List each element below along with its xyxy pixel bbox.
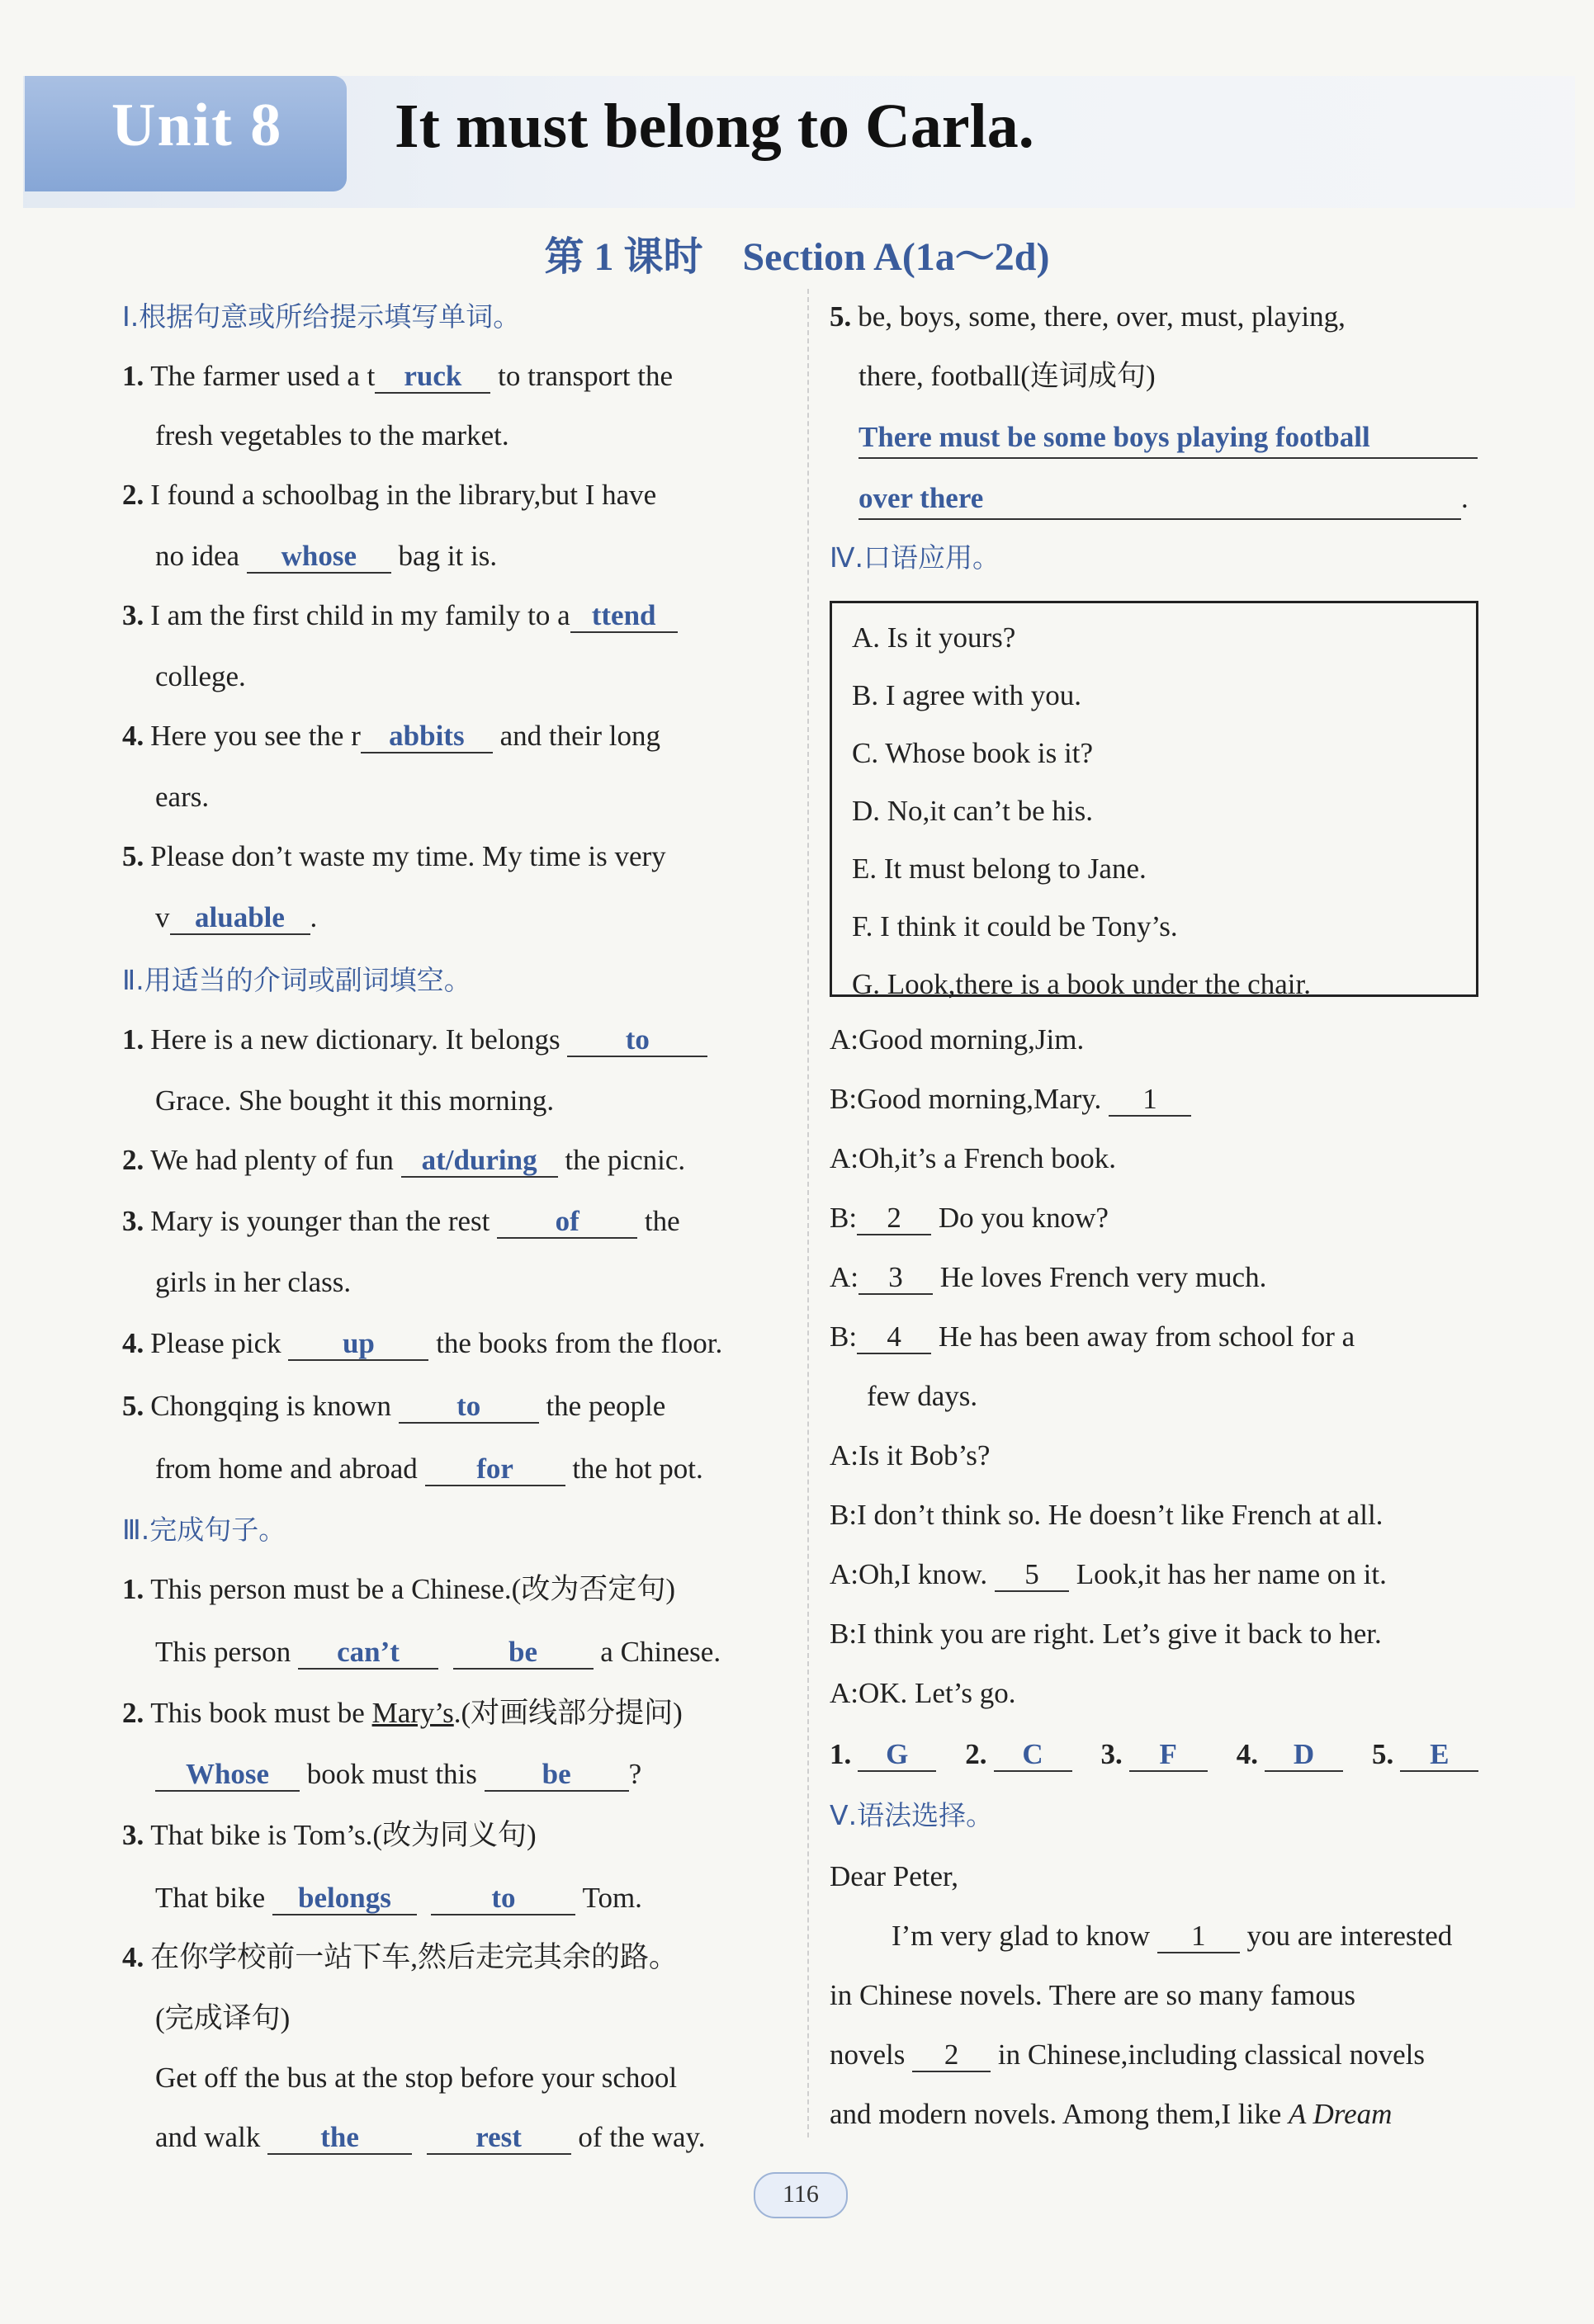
underlined-word: Mary’s xyxy=(371,1697,454,1729)
s3-q5-answer-1 xyxy=(858,418,1478,459)
answer-blank: rest xyxy=(427,2122,571,2155)
s2-q5 xyxy=(122,1386,665,1426)
s1-q2-cont xyxy=(155,536,497,576)
answer-number: 2. xyxy=(965,1738,987,1770)
s2-q4 xyxy=(122,1324,722,1363)
book-title: A Dream xyxy=(1289,2098,1393,2130)
answer-blank: the xyxy=(267,2122,412,2155)
question-text: and their long xyxy=(492,720,661,752)
question-text: Here you see the r xyxy=(150,720,361,752)
question-text: to transport the xyxy=(490,360,673,392)
question-number: 4. xyxy=(122,1941,144,1973)
question-text: and walk xyxy=(155,2121,268,2153)
answer-blank: whose xyxy=(247,541,391,574)
question-text: I found a schoolbag in the library,but I have xyxy=(150,479,657,511)
lesson-title: 第 1 课时 Section A(1a～2d) xyxy=(544,235,1050,279)
answer-blank: belongs xyxy=(272,1882,417,1915)
option-c: C. Whose book is it? xyxy=(852,737,1093,769)
dialog-line: B:I think you are right. Let’s give it back to her. xyxy=(830,1618,1382,1650)
answer-number: 1. xyxy=(830,1738,852,1770)
question-number: 4. xyxy=(122,1327,144,1359)
s1-q5-cont xyxy=(155,898,317,938)
question-text: .(对画线部分提问) xyxy=(453,1697,683,1729)
answer-line: There must be some boys playing football xyxy=(858,418,1478,459)
letter-greeting: Dear Peter, xyxy=(830,1860,959,1892)
s3-q5-answer-2 xyxy=(858,479,1469,520)
answer-blank: aluable xyxy=(170,902,310,935)
question-number: 3. xyxy=(122,1819,144,1851)
answer-row xyxy=(830,1735,1478,1774)
question-text: the picnic. xyxy=(557,1144,686,1176)
answer-blank: be xyxy=(453,1637,594,1670)
s1-q5 xyxy=(122,837,666,876)
answer-blank: abbits xyxy=(361,720,493,753)
column-divider xyxy=(807,289,809,2137)
answer-number: 5. xyxy=(1372,1738,1394,1770)
section-4-title: Ⅳ.口语应用。 xyxy=(830,541,1000,574)
question-number: 2. xyxy=(122,1144,144,1176)
option-f: F. I think it could be Tony’s. xyxy=(852,910,1178,942)
question-number: 3. xyxy=(122,599,144,631)
dialog-text: B: xyxy=(830,1320,858,1353)
dialog-line xyxy=(830,1317,1355,1357)
dialog-text: B:Good morning,Mary. xyxy=(830,1083,1109,1115)
answer-blank: be xyxy=(485,1759,629,1792)
question-text: no idea xyxy=(155,540,247,572)
dialog-text: B: xyxy=(830,1202,858,1234)
answer-blank: up xyxy=(288,1328,428,1361)
answer-blank: to xyxy=(567,1024,707,1057)
s1-q2 xyxy=(122,475,656,515)
question-text: be, boys, some, there, over, must, playing, xyxy=(858,300,1346,333)
question-text: v xyxy=(155,901,170,933)
question-text: That bike is Tom’s.(改为同义句) xyxy=(150,1819,537,1851)
dialog-blank: 2 xyxy=(857,1202,931,1235)
question-text: from home and abroad xyxy=(155,1452,425,1485)
dialog-line xyxy=(830,1079,1191,1119)
s3-q2-cont xyxy=(155,1755,641,1794)
question-text: Mary is younger than the rest xyxy=(150,1205,498,1237)
answer-number: 4. xyxy=(1236,1738,1258,1770)
letter-line xyxy=(830,2035,1425,2075)
s3-q1-cont xyxy=(155,1632,721,1672)
s2-q5-cont xyxy=(155,1449,703,1489)
dialog-text: A: xyxy=(830,1261,858,1293)
s1-q1 xyxy=(122,357,673,396)
question-text: Please pick xyxy=(150,1327,289,1359)
s1-q4 xyxy=(122,716,660,756)
answer-number: 3. xyxy=(1100,1738,1123,1770)
dialog-text: He loves French very much. xyxy=(933,1261,1267,1293)
dialog-text: A:Oh,I know. xyxy=(830,1558,995,1590)
dialog-blank: 5 xyxy=(995,1559,1069,1592)
question-text: book must this xyxy=(300,1758,485,1790)
question-text: Tom. xyxy=(575,1882,642,1914)
answer-blank: E xyxy=(1400,1739,1478,1772)
answer-blank: can’t xyxy=(298,1637,438,1670)
s3-q4-l3: Get off the bus at the stop before your school xyxy=(155,2062,678,2094)
letter-line: in Chinese novels. There are so many famous xyxy=(830,1979,1355,2011)
question-number: 2. xyxy=(122,479,144,511)
dialog-blank: 4 xyxy=(857,1321,931,1354)
answer-blank: of xyxy=(497,1206,637,1239)
answer-blank: ttend xyxy=(570,600,678,633)
question-number: 3. xyxy=(122,1205,144,1237)
question-number: 1. xyxy=(122,1023,144,1056)
dialog-line: A:Good morning,Jim. xyxy=(830,1023,1085,1056)
question-text: This person xyxy=(155,1636,299,1668)
s3-q4-cont xyxy=(155,2118,706,2157)
letter-text: I’m very glad to know xyxy=(892,1920,1157,1952)
s1-q1-cont: fresh vegetables to the market. xyxy=(155,419,509,451)
question-text: . xyxy=(310,901,318,933)
letter-blank: 2 xyxy=(912,2039,991,2072)
dialog-text: He has been away from school for a xyxy=(931,1320,1355,1353)
option-g: G. Look,there is a book under the chair. xyxy=(852,968,1311,1000)
s1-q4-cont: ears. xyxy=(155,781,210,813)
s2-q3-cont: girls in her class. xyxy=(155,1266,352,1298)
question-number: 2. xyxy=(122,1697,144,1729)
s3-q5-l2: there, football(连词成句) xyxy=(858,360,1156,392)
question-text: ? xyxy=(628,1758,642,1790)
question-number: 5. xyxy=(122,840,144,872)
question-text: the xyxy=(637,1205,680,1237)
question-text: of the way. xyxy=(570,2121,706,2153)
dialog-line xyxy=(830,1198,1109,1238)
answer-blank: Whose xyxy=(155,1759,300,1792)
question-number: 5. xyxy=(830,300,852,333)
dialog-line: A:Is it Bob’s? xyxy=(830,1439,991,1471)
section-3-title: Ⅲ.完成句子。 xyxy=(122,1514,286,1546)
question-text: That bike xyxy=(155,1882,272,1914)
s3-q4-l2: (完成译句) xyxy=(155,2002,291,2034)
answer-blank: ruck xyxy=(375,361,490,394)
question-text: Chongqing is known xyxy=(150,1390,399,1422)
options-box xyxy=(830,601,1478,1000)
letter-text: you are interested xyxy=(1239,1920,1453,1952)
question-text: We had plenty of fun xyxy=(150,1144,401,1176)
s3-q5 xyxy=(830,297,1346,337)
answer-blank: F xyxy=(1129,1739,1208,1772)
letter-text: in Chinese,including classical novels xyxy=(991,2038,1426,2071)
option-d: D. No,it can’t be his. xyxy=(852,795,1093,827)
answer-blank: C xyxy=(994,1739,1072,1772)
answer-blank: D xyxy=(1265,1739,1343,1772)
question-text: The farmer used a t xyxy=(150,360,376,392)
answer-blank: G xyxy=(858,1739,936,1772)
dialog-line: A:Oh,it’s a French book. xyxy=(830,1142,1117,1174)
s2-q1 xyxy=(122,1020,707,1060)
dialog-line xyxy=(830,1258,1266,1297)
letter-text: and modern novels. Among them,I like xyxy=(830,2098,1289,2130)
s3-q4 xyxy=(122,1938,678,1977)
s1-q3 xyxy=(122,596,678,635)
dialog-text: Look,it has her name on it. xyxy=(1068,1558,1387,1590)
question-text: a Chinese. xyxy=(593,1636,721,1668)
answer-blank: for xyxy=(425,1453,565,1486)
option-a: A. Is it yours? xyxy=(852,621,1016,654)
dialog-blank: 3 xyxy=(858,1262,933,1295)
unit-label: Unit 8 xyxy=(111,92,283,159)
answer-blank: to xyxy=(399,1391,539,1424)
option-b: B. I agree with you. xyxy=(852,679,1081,711)
answer-line: over there xyxy=(858,479,1461,520)
question-number: 4. xyxy=(122,720,144,752)
s1-q3-cont: college. xyxy=(155,660,246,692)
dialog-line: B:I don’t think so. He doesn’t like French at all. xyxy=(830,1499,1384,1531)
section-1-title: Ⅰ.根据句意或所给提示填写单词。 xyxy=(122,300,521,333)
section-5-title: Ⅴ.语法选择。 xyxy=(830,1799,994,1831)
question-text: the books from the floor. xyxy=(428,1327,723,1359)
dialog-blank: 1 xyxy=(1109,1084,1191,1117)
answer-blank: at/during xyxy=(401,1145,558,1178)
question-number: 1. xyxy=(122,1573,144,1605)
s3-q3 xyxy=(122,1816,537,1855)
letter-blank: 1 xyxy=(1157,1920,1240,1953)
question-text: the people xyxy=(538,1390,666,1422)
answer-blank: to xyxy=(431,1882,575,1915)
s2-q2 xyxy=(122,1141,685,1180)
s3-q1 xyxy=(122,1570,675,1609)
s2-q1-cont: Grace. She bought it this morning. xyxy=(155,1084,555,1117)
letter-line xyxy=(892,1916,1452,1956)
dialog-line: few days. xyxy=(867,1380,978,1412)
question-text: This book must be xyxy=(150,1697,372,1729)
question-number: 1. xyxy=(122,360,144,392)
question-number: 5. xyxy=(122,1390,144,1422)
option-e: E. It must belong to Jane. xyxy=(852,853,1147,885)
question-text: I am the first child in my family to a xyxy=(150,599,570,631)
dialog-text: Do you know? xyxy=(931,1202,1109,1234)
question-text: bag it is. xyxy=(390,540,498,572)
dialog-line xyxy=(830,1555,1387,1594)
s2-q3 xyxy=(122,1202,680,1241)
question-text: This person must be a Chinese.(改为否定句) xyxy=(150,1573,675,1605)
dialog-line: A:OK. Let’s go. xyxy=(830,1677,1016,1709)
question-text: 在你学校前一站下车,然后走完其余的路。 xyxy=(150,1941,679,1973)
s3-q2 xyxy=(122,1693,683,1733)
page-number: 116 xyxy=(754,2172,848,2218)
question-text: Here is a new dictionary. It belongs xyxy=(150,1023,568,1056)
question-text: the hot pot. xyxy=(565,1452,703,1485)
letter-line xyxy=(830,2095,1392,2134)
question-text: . xyxy=(1461,482,1469,514)
question-text: Please don’t waste my time. My time is very xyxy=(150,840,666,872)
letter-text: novels xyxy=(830,2038,913,2071)
section-2-title: Ⅱ.用适当的介词或副词填空。 xyxy=(122,964,471,996)
s3-q3-cont xyxy=(155,1878,642,1918)
unit-title: It must belong to Carla. xyxy=(395,92,1034,161)
